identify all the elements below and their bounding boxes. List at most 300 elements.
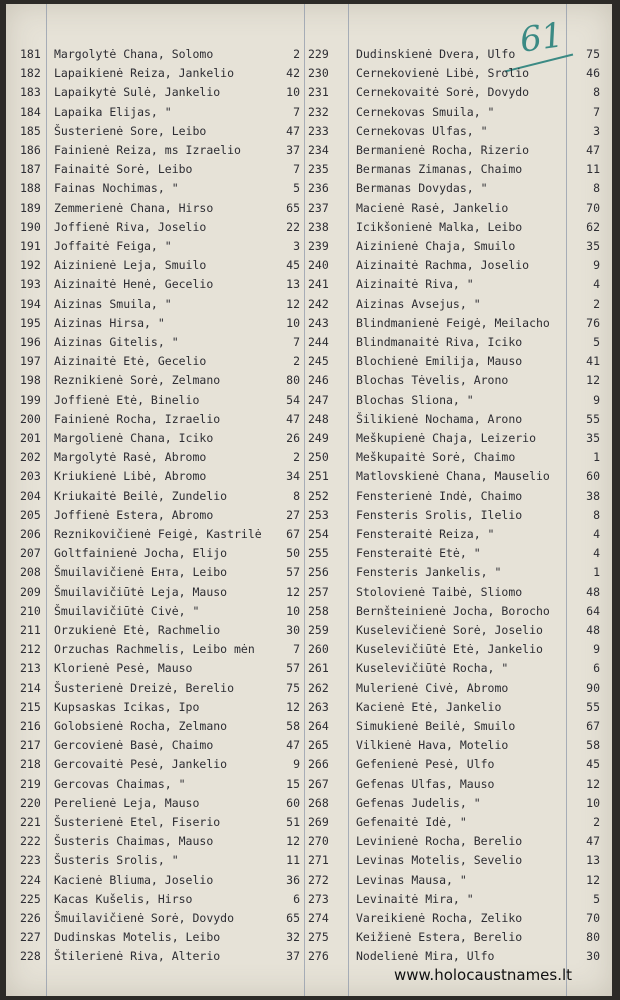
person-age: 11 (586, 162, 600, 177)
table-row (6, 370, 612, 390)
person-name: Kuselevičiūtė Rocha, " (356, 661, 509, 676)
entry-number: 220 (20, 795, 41, 810)
person-name: Lapaikienė Reiza, Jankelio (54, 66, 235, 81)
entry-number: 256 (308, 565, 329, 580)
person-name: Cernekovienė Libė, Srolio (356, 66, 530, 81)
entry-number: 196 (20, 335, 41, 349)
person-name: Kupsaskas Icikas, Ipo (54, 699, 200, 714)
person-age: 60 (586, 469, 600, 484)
person-name: Gercovienė Basė, Chaimo (54, 738, 214, 753)
entry-number: 229 (308, 47, 329, 61)
person-name: Fainienė Rocha, Izraelio (54, 411, 221, 426)
entry-number: 231 (308, 85, 329, 100)
table-row (6, 351, 612, 371)
person-age: 12 (286, 584, 300, 599)
person-age: 6 (293, 891, 300, 906)
entry-number: 215 (20, 699, 41, 714)
entry-number: 273 (308, 891, 329, 906)
person-age: 27 (286, 507, 300, 522)
table-row (6, 754, 612, 774)
person-age: 10 (286, 85, 300, 100)
entry-number: 266 (308, 757, 329, 772)
person-name: Reznikienė Sorė, Zelmano (54, 373, 221, 388)
person-age: 3 (293, 239, 300, 253)
person-name: Nodelienė Mira, Ulfo (356, 949, 495, 964)
person-age: 10 (586, 795, 600, 810)
entry-number: 244 (308, 335, 329, 349)
person-age: 9 (593, 258, 600, 273)
person-age: 36 (286, 872, 300, 887)
person-age: 12 (586, 373, 600, 388)
table-row (6, 639, 612, 659)
person-age: 48 (586, 584, 600, 599)
entry-number: 267 (308, 776, 329, 791)
person-name: Šusteris Chaimas, Mauso (54, 834, 214, 849)
entry-number: 245 (308, 354, 329, 369)
entry-number: 257 (308, 584, 329, 599)
person-name: Šmuilavičiūtė Civė, " (54, 603, 200, 618)
table-row (6, 255, 612, 275)
person-age: 50 (286, 546, 300, 561)
person-age: 48 (586, 623, 600, 637)
person-age: 76 (586, 315, 600, 330)
person-age: 70 (586, 911, 600, 925)
entry-number: 254 (308, 527, 329, 541)
person-name: Vilkienė Hava, Motelio (356, 738, 509, 753)
person-name: Macienė Rasė, Jankelio (356, 200, 509, 215)
person-age: 4 (593, 277, 600, 292)
person-name: Lapaikytė Sulė, Jankelio (54, 85, 221, 100)
person-age: 75 (286, 680, 300, 695)
person-name: Perelienė Leja, Mauso (54, 795, 200, 810)
person-age: 70 (586, 200, 600, 215)
entry-number: 261 (308, 661, 329, 676)
person-name: Aizinaitė Rachma, Joselio (356, 258, 530, 273)
entry-number: 184 (20, 104, 41, 119)
person-name: Aizinaitė Henė, Gecelio (54, 277, 214, 292)
entry-number: 206 (20, 527, 41, 541)
entry-number: 238 (308, 219, 329, 234)
person-name: Aizinaitė Riva, " (356, 277, 474, 292)
person-age: 57 (286, 661, 300, 676)
table-row (6, 486, 612, 506)
entry-number: 182 (20, 66, 41, 81)
entry-number: 211 (20, 623, 41, 637)
person-age: 6 (593, 661, 600, 676)
person-age: 45 (586, 757, 600, 772)
person-age: 64 (586, 603, 600, 618)
table-row (6, 390, 612, 410)
person-name: Fensterienė Indė, Chaimo (356, 488, 523, 503)
table-row (6, 178, 612, 198)
table-row (6, 82, 612, 102)
entry-number: 264 (308, 719, 329, 733)
person-name: Šilikienė Nochama, Arono (356, 411, 523, 426)
person-name: Joffienė Etė, Binelio (54, 392, 200, 407)
entry-number: 205 (20, 507, 41, 522)
entry-number: 190 (20, 219, 41, 234)
entry-number: 181 (20, 47, 41, 61)
table-row (6, 121, 612, 141)
person-age: 10 (286, 603, 300, 618)
person-age: 7 (293, 335, 300, 349)
person-age: 13 (586, 853, 600, 868)
entry-number: 251 (308, 469, 329, 484)
person-age: 67 (586, 719, 600, 733)
table-row (6, 658, 612, 678)
entry-number: 275 (308, 930, 329, 945)
entry-number: 263 (308, 699, 329, 714)
table-row (6, 678, 612, 698)
entry-number: 255 (308, 546, 329, 561)
entry-number: 259 (308, 623, 329, 637)
person-age: 37 (286, 949, 300, 964)
entry-number: 216 (20, 719, 41, 733)
entry-number: 191 (20, 239, 41, 253)
entry-number: 241 (308, 277, 329, 292)
person-name: Bermanas Dovydas, " (356, 181, 488, 196)
table-row (6, 889, 612, 909)
entry-number: 194 (20, 296, 41, 311)
person-name: Fainaitė Sorė, Leibo (54, 162, 193, 177)
entry-number: 201 (20, 431, 41, 445)
entry-number: 212 (20, 642, 41, 657)
person-name: Aizinas Hirsa, " (54, 315, 165, 330)
person-name: Orzukienė Etė, Rachmelio (54, 623, 221, 637)
entry-number: 252 (308, 488, 329, 503)
person-name: Šmuilavičienė Sorė, Dovydo (54, 911, 235, 925)
person-name: Cernekovas Ulfas, " (356, 123, 488, 138)
table-row (6, 140, 612, 160)
table-row (6, 44, 612, 64)
person-name: Blochienė Emilija, Mauso (356, 354, 523, 369)
person-name: Gercovaitė Pesė, Jankelio (54, 757, 228, 772)
person-name: Klorienė Pesė, Mauso (54, 661, 193, 676)
table-row (6, 870, 612, 890)
person-age: 8 (593, 507, 600, 522)
person-age: 12 (586, 776, 600, 791)
person-age: 9 (293, 757, 300, 772)
person-name: Cernekovaitė Sorė, Dovydo (356, 85, 530, 100)
person-age: 47 (286, 411, 300, 426)
table-row (6, 447, 612, 467)
entry-number: 272 (308, 872, 329, 887)
person-age: 5 (593, 891, 600, 906)
person-age: 8 (593, 85, 600, 100)
person-name: Fainas Nochimas, " (54, 181, 179, 196)
person-age: 2 (593, 296, 600, 311)
person-name: Gercovas Chaimas, " (54, 776, 186, 791)
person-age: 1 (593, 450, 600, 465)
person-name: Joffienė Estera, Abromo (54, 507, 214, 522)
person-age: 12 (286, 834, 300, 849)
person-name: Meškupienė Chaja, Leizerio (356, 431, 537, 445)
person-age: 15 (286, 776, 300, 791)
entry-number: 221 (20, 815, 41, 829)
person-age: 26 (286, 431, 300, 445)
entry-number: 197 (20, 354, 41, 369)
entry-number: 228 (20, 949, 41, 964)
table-row (6, 466, 612, 486)
person-name: Margolienė Chana, Iciko (54, 431, 214, 445)
person-name: Levinienė Rocha, Berelio (356, 834, 523, 849)
person-age: 9 (593, 392, 600, 407)
entry-number: 235 (308, 162, 329, 177)
person-age: 34 (286, 469, 300, 484)
table-row (6, 217, 612, 237)
person-name: Margolytė Chana, Solomo (54, 47, 214, 61)
entry-number: 189 (20, 200, 41, 215)
entry-number: 199 (20, 392, 41, 407)
person-name: Fensteris Jankelis, " (356, 565, 502, 580)
person-age: 3 (593, 123, 600, 138)
person-name: Gefenas Judelis, " (356, 795, 481, 810)
person-age: 7 (293, 642, 300, 657)
person-name: Matlovskienė Chana, Mauselio (356, 469, 550, 484)
entry-number: 265 (308, 738, 329, 753)
person-name: Gefenaitė Idė, " (356, 815, 467, 829)
person-age: 2 (293, 354, 300, 369)
person-name: Kuselevičienė Sorė, Joselio (356, 623, 543, 637)
person-name: Margolytė Rasė, Abromo (54, 450, 207, 465)
table-row (6, 850, 612, 870)
person-age: 35 (586, 431, 600, 445)
person-age: 47 (586, 834, 600, 849)
person-name: Štilerienė Riva, Alterio (54, 949, 221, 964)
person-age: 65 (286, 911, 300, 925)
entry-number: 227 (20, 930, 41, 945)
person-name: Joffienė Riva, Joselio (54, 219, 207, 234)
table-row (6, 716, 612, 736)
table-row (6, 543, 612, 563)
entry-number: 207 (20, 546, 41, 561)
person-age: 10 (286, 315, 300, 330)
entry-number: 224 (20, 872, 41, 887)
entry-number: 236 (308, 181, 329, 196)
person-name: Icikšonienė Malka, Leibo (356, 219, 523, 234)
person-name: Kacienė Etė, Jankelio (356, 699, 502, 714)
person-name: Levinas Mausa, " (356, 872, 467, 887)
person-name: Meškupaitė Sorė, Chaimo (356, 450, 516, 465)
person-age: 12 (286, 699, 300, 714)
person-name: Fainienė Reiza, ms Izraelio (54, 143, 241, 157)
entry-number: 240 (308, 258, 329, 273)
person-age: 47 (286, 123, 300, 138)
table-row (6, 774, 612, 794)
table-row (6, 274, 612, 294)
table-row (6, 946, 612, 966)
table-row (6, 793, 612, 813)
person-name: Dudinskienė Dvera, Ulfo (356, 47, 516, 61)
table-row (6, 582, 612, 602)
table-row (6, 159, 612, 179)
person-age: 12 (586, 872, 600, 887)
person-name: Šusteris Srolis, " (54, 853, 179, 868)
table-row (6, 812, 612, 832)
person-name: Dudinskas Motelis, Leibo (54, 930, 221, 945)
table-row (6, 313, 612, 333)
person-name: Cernekovas Smuila, " (356, 104, 495, 119)
entry-number: 232 (308, 104, 329, 119)
entry-number: 271 (308, 853, 329, 868)
person-name: Mulerienė Civė, Abromo (356, 680, 509, 695)
entry-number: 198 (20, 373, 41, 388)
person-age: 1 (593, 565, 600, 580)
entry-number: 248 (308, 411, 329, 426)
person-name: Goltfainienė Jocha, Elijo (54, 546, 228, 561)
person-name: Keižienė Estera, Berelio (356, 930, 523, 945)
entry-number: 186 (20, 143, 41, 157)
person-name: Simukienė Beilė, Smuilo (356, 719, 516, 733)
person-age: 32 (286, 930, 300, 945)
person-name: Blochas Sliona, " (356, 392, 474, 407)
person-age: 55 (586, 699, 600, 714)
person-age: 7 (293, 162, 300, 177)
table-row (6, 332, 612, 352)
entry-number: 270 (308, 834, 329, 849)
entry-number: 250 (308, 450, 329, 465)
person-name: Kacienė Bliuma, Joselio (54, 872, 214, 887)
table-row (6, 562, 612, 582)
table-row (6, 102, 612, 122)
entry-number: 247 (308, 392, 329, 407)
entry-number: 268 (308, 795, 329, 810)
person-age: 41 (586, 354, 600, 369)
person-name: Šmuilavičiūtė Leja, Mauso (54, 584, 228, 599)
entry-number: 258 (308, 603, 329, 618)
entry-number: 253 (308, 507, 329, 522)
person-name: Blindmanienė Feigė, Meilacho (356, 315, 550, 330)
person-age: 5 (293, 181, 300, 196)
person-age: 45 (286, 258, 300, 273)
entry-number: 260 (308, 642, 329, 657)
person-age: 62 (586, 219, 600, 234)
person-age: 2 (293, 47, 300, 61)
table-row (6, 831, 612, 851)
person-age: 47 (286, 738, 300, 753)
entry-number: 218 (20, 757, 41, 772)
person-name: Kriukaitė Beilė, Zundelio (54, 488, 228, 503)
person-age: 2 (293, 450, 300, 465)
person-age: 12 (286, 296, 300, 311)
table-row (6, 63, 612, 83)
person-age: 4 (593, 527, 600, 541)
person-age: 22 (286, 219, 300, 234)
entry-number: 188 (20, 181, 41, 196)
person-name: Zemmerienė Chana, Hirso (54, 200, 214, 215)
entry-number: 210 (20, 603, 41, 618)
table-row (6, 601, 612, 621)
entry-number: 202 (20, 450, 41, 465)
person-age: 9 (593, 642, 600, 657)
table-row (6, 620, 612, 640)
person-age: 5 (593, 335, 600, 349)
person-age: 65 (286, 200, 300, 215)
person-name: Fensteris Srolis, Ilelio (356, 507, 523, 522)
entry-number: 193 (20, 277, 41, 292)
table-row (6, 428, 612, 448)
entry-number: 203 (20, 469, 41, 484)
person-age: 60 (286, 795, 300, 810)
person-name: Stolovienė Taibė, Sliomo (356, 584, 523, 599)
person-age: 47 (586, 143, 600, 157)
entry-number: 219 (20, 776, 41, 791)
person-name: Blochas Tėvelis, Arono (356, 373, 509, 388)
person-name: Vareikienė Rocha, Zeliko (356, 911, 523, 925)
table-row (6, 927, 612, 947)
person-name: Aizinas Avsejus, " (356, 296, 481, 311)
entry-number: 237 (308, 200, 329, 215)
entry-number: 249 (308, 431, 329, 445)
entry-number: 183 (20, 85, 41, 100)
person-age: 37 (286, 143, 300, 157)
entry-number: 226 (20, 911, 41, 925)
entry-number: 200 (20, 411, 41, 426)
person-name: Šmuilavičienė Ента, Leibo (54, 565, 228, 580)
entry-number: 222 (20, 834, 41, 849)
entry-number: 276 (308, 949, 329, 964)
person-age: 35 (586, 239, 600, 253)
document-page (6, 4, 612, 996)
entry-number: 204 (20, 488, 41, 503)
entry-number: 223 (20, 853, 41, 868)
person-name: Orzuchas Rachmelis, Leibo mėn (54, 642, 255, 657)
person-name: Kacas Kušelis, Hirso (54, 891, 193, 906)
person-age: 8 (293, 488, 300, 503)
person-age: 2 (593, 815, 600, 829)
person-age: 7 (293, 104, 300, 119)
person-age: 67 (286, 527, 300, 541)
table-row (6, 735, 612, 755)
entry-number: 225 (20, 891, 41, 906)
entry-number: 192 (20, 258, 41, 273)
person-name: Aizinienė Chaja, Smuilo (356, 239, 516, 253)
person-age: 11 (286, 853, 300, 868)
entry-number: 185 (20, 123, 41, 138)
person-age: 58 (586, 738, 600, 753)
table-row (6, 294, 612, 314)
person-name: Kriukienė Libė, Abromo (54, 469, 207, 484)
entry-number: 233 (308, 123, 329, 138)
person-name: Fensteraitė Etė, " (356, 546, 481, 561)
person-age: 30 (586, 949, 600, 964)
person-name: Blindmanaitė Riva, Iciko (356, 335, 523, 349)
person-age: 80 (286, 373, 300, 388)
person-name: Aizinas Smuila, " (54, 296, 172, 311)
person-age: 13 (286, 277, 300, 292)
page-number: 61 (517, 15, 566, 61)
person-age: 80 (586, 930, 600, 945)
person-name: Bernšteinienė Jocha, Borocho (356, 603, 550, 618)
person-name: Bermanienė Rocha, Rizerio (356, 143, 530, 157)
person-name: Šusterienė Sore, Leibo (54, 123, 207, 138)
person-name: Gefenas Ulfas, Mauso (356, 776, 495, 791)
entry-number: 213 (20, 661, 41, 676)
person-age: 42 (286, 66, 300, 81)
table-row (6, 198, 612, 218)
entry-number: 187 (20, 162, 41, 177)
table-row (6, 505, 612, 525)
entry-number: 217 (20, 738, 41, 753)
entry-number: 214 (20, 680, 41, 695)
person-age: 90 (586, 680, 600, 695)
person-name: Lapaika Elijas, " (54, 104, 172, 119)
entry-number: 195 (20, 315, 41, 330)
person-age: 30 (286, 623, 300, 637)
table-row (6, 697, 612, 717)
person-age: 7 (593, 104, 600, 119)
person-name: Levinaitė Mira, " (356, 891, 474, 906)
